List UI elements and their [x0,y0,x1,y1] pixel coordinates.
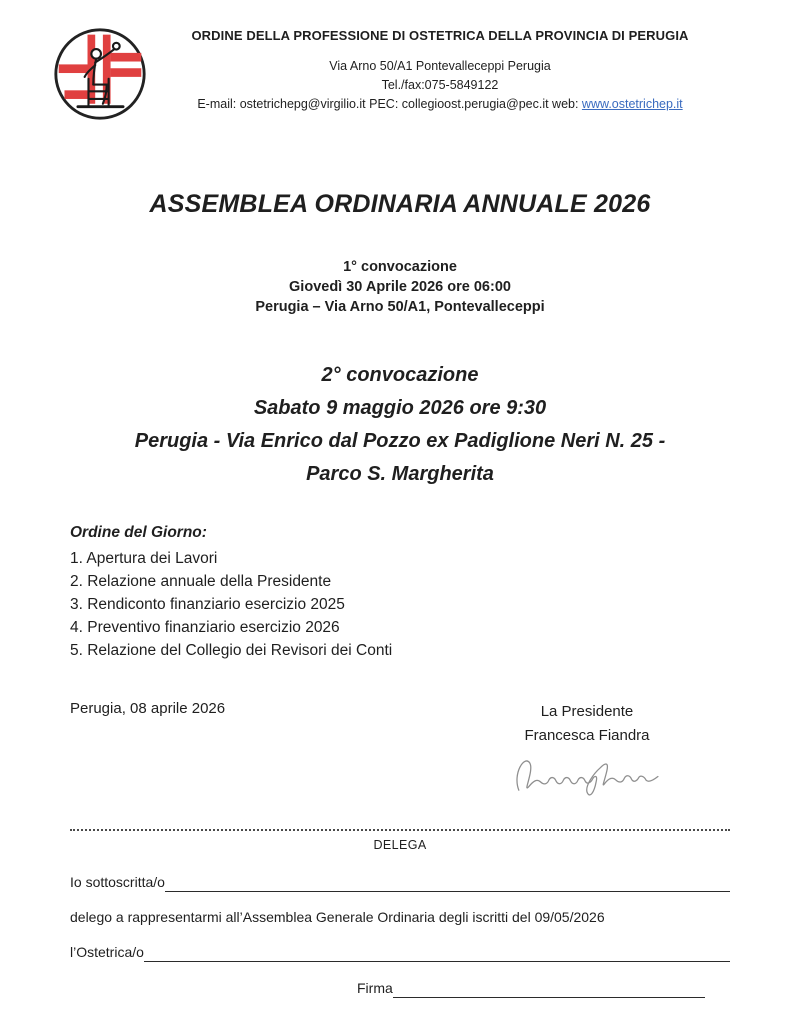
first-call-datetime: Giovedì 30 Aprile 2026 ore 06:00 [289,279,511,295]
delegation-text: delego a rappresentarmi all’Assemblea Generale Ordinaria degli iscritti del 09/05/2026 [70,909,605,925]
midwife-fill-line [144,945,730,962]
first-call-heading: 1° convocazione [343,259,457,275]
closing-section [70,700,730,748]
agenda-item: 3. Rendiconto finanziario esercizio 2025 [70,596,345,613]
org-phone: Tel./fax:075-5849122 [381,78,499,92]
undersigned-fill-line [165,875,730,892]
agenda-item: 1. Apertura dei Lavori [70,550,218,567]
firma-row [357,979,705,998]
letterhead-text [150,26,730,114]
email-pec-text: E-mail: ostetrichepg@virgilio.it PEC: collegioost.perugia@pec.it web: [197,97,582,111]
firma-fill-line [393,981,705,998]
second-call-location-line1: Perugia - Via Enrico dal Pozzo ex Padiglione Neri N. 25 - [134,430,666,452]
delega-section [70,829,730,998]
org-name: ORDINE DELLA PROFESSIONE DI OSTETRICA DELLA PROVINCIA DI PERUGIA [191,28,689,43]
midwife-label: l’Ostetrica/o [70,944,144,960]
firma-label: Firma [357,980,393,996]
dotted-separator [70,829,730,831]
letterhead [70,26,730,122]
second-call-block [70,359,730,491]
president-name: Francesca Fiandra [524,727,650,744]
midwife-logo-icon [50,26,150,122]
signature-icon [502,752,672,802]
website-link[interactable]: www.ostetrichep.it [581,97,683,111]
second-call-datetime: Sabato 9 maggio 2026 ore 9:30 [253,397,547,419]
agenda-item: 5. Relazione del Collegio dei Revisori dei Conti [70,642,393,659]
place-date: Perugia, 08 aprile 2026 [70,700,226,717]
delega-heading: DELEGA [373,838,427,852]
first-call-location: Perugia – Via Arno 50/A1, Pontevalleceppi [255,299,545,315]
president-title: La Presidente [540,703,634,720]
handwritten-signature [462,752,712,807]
agenda-item: 4. Preventivo finanziario esercizio 2026 [70,619,340,636]
agenda-item: 2. Relazione annuale della Presidente [70,573,332,590]
midwife-row [70,943,730,962]
agenda-heading: Ordine del Giorno: [70,524,207,541]
first-call-block [70,257,730,317]
page-title: ASSEMBLEA ORDINARIA ANNUALE 2026 [149,190,651,218]
undersigned-row [70,873,730,892]
undersigned-label: Io sottoscritta/o [70,874,165,890]
agenda-section [70,521,730,662]
org-contacts [150,95,730,114]
org-address: Via Arno 50/A1 Pontevalleceppi Perugia [329,59,551,73]
second-call-heading: 2° convocazione [321,364,479,386]
org-logo [50,26,150,122]
president-block [462,700,712,748]
second-call-location-line2: Parco S. Margherita [306,463,494,485]
